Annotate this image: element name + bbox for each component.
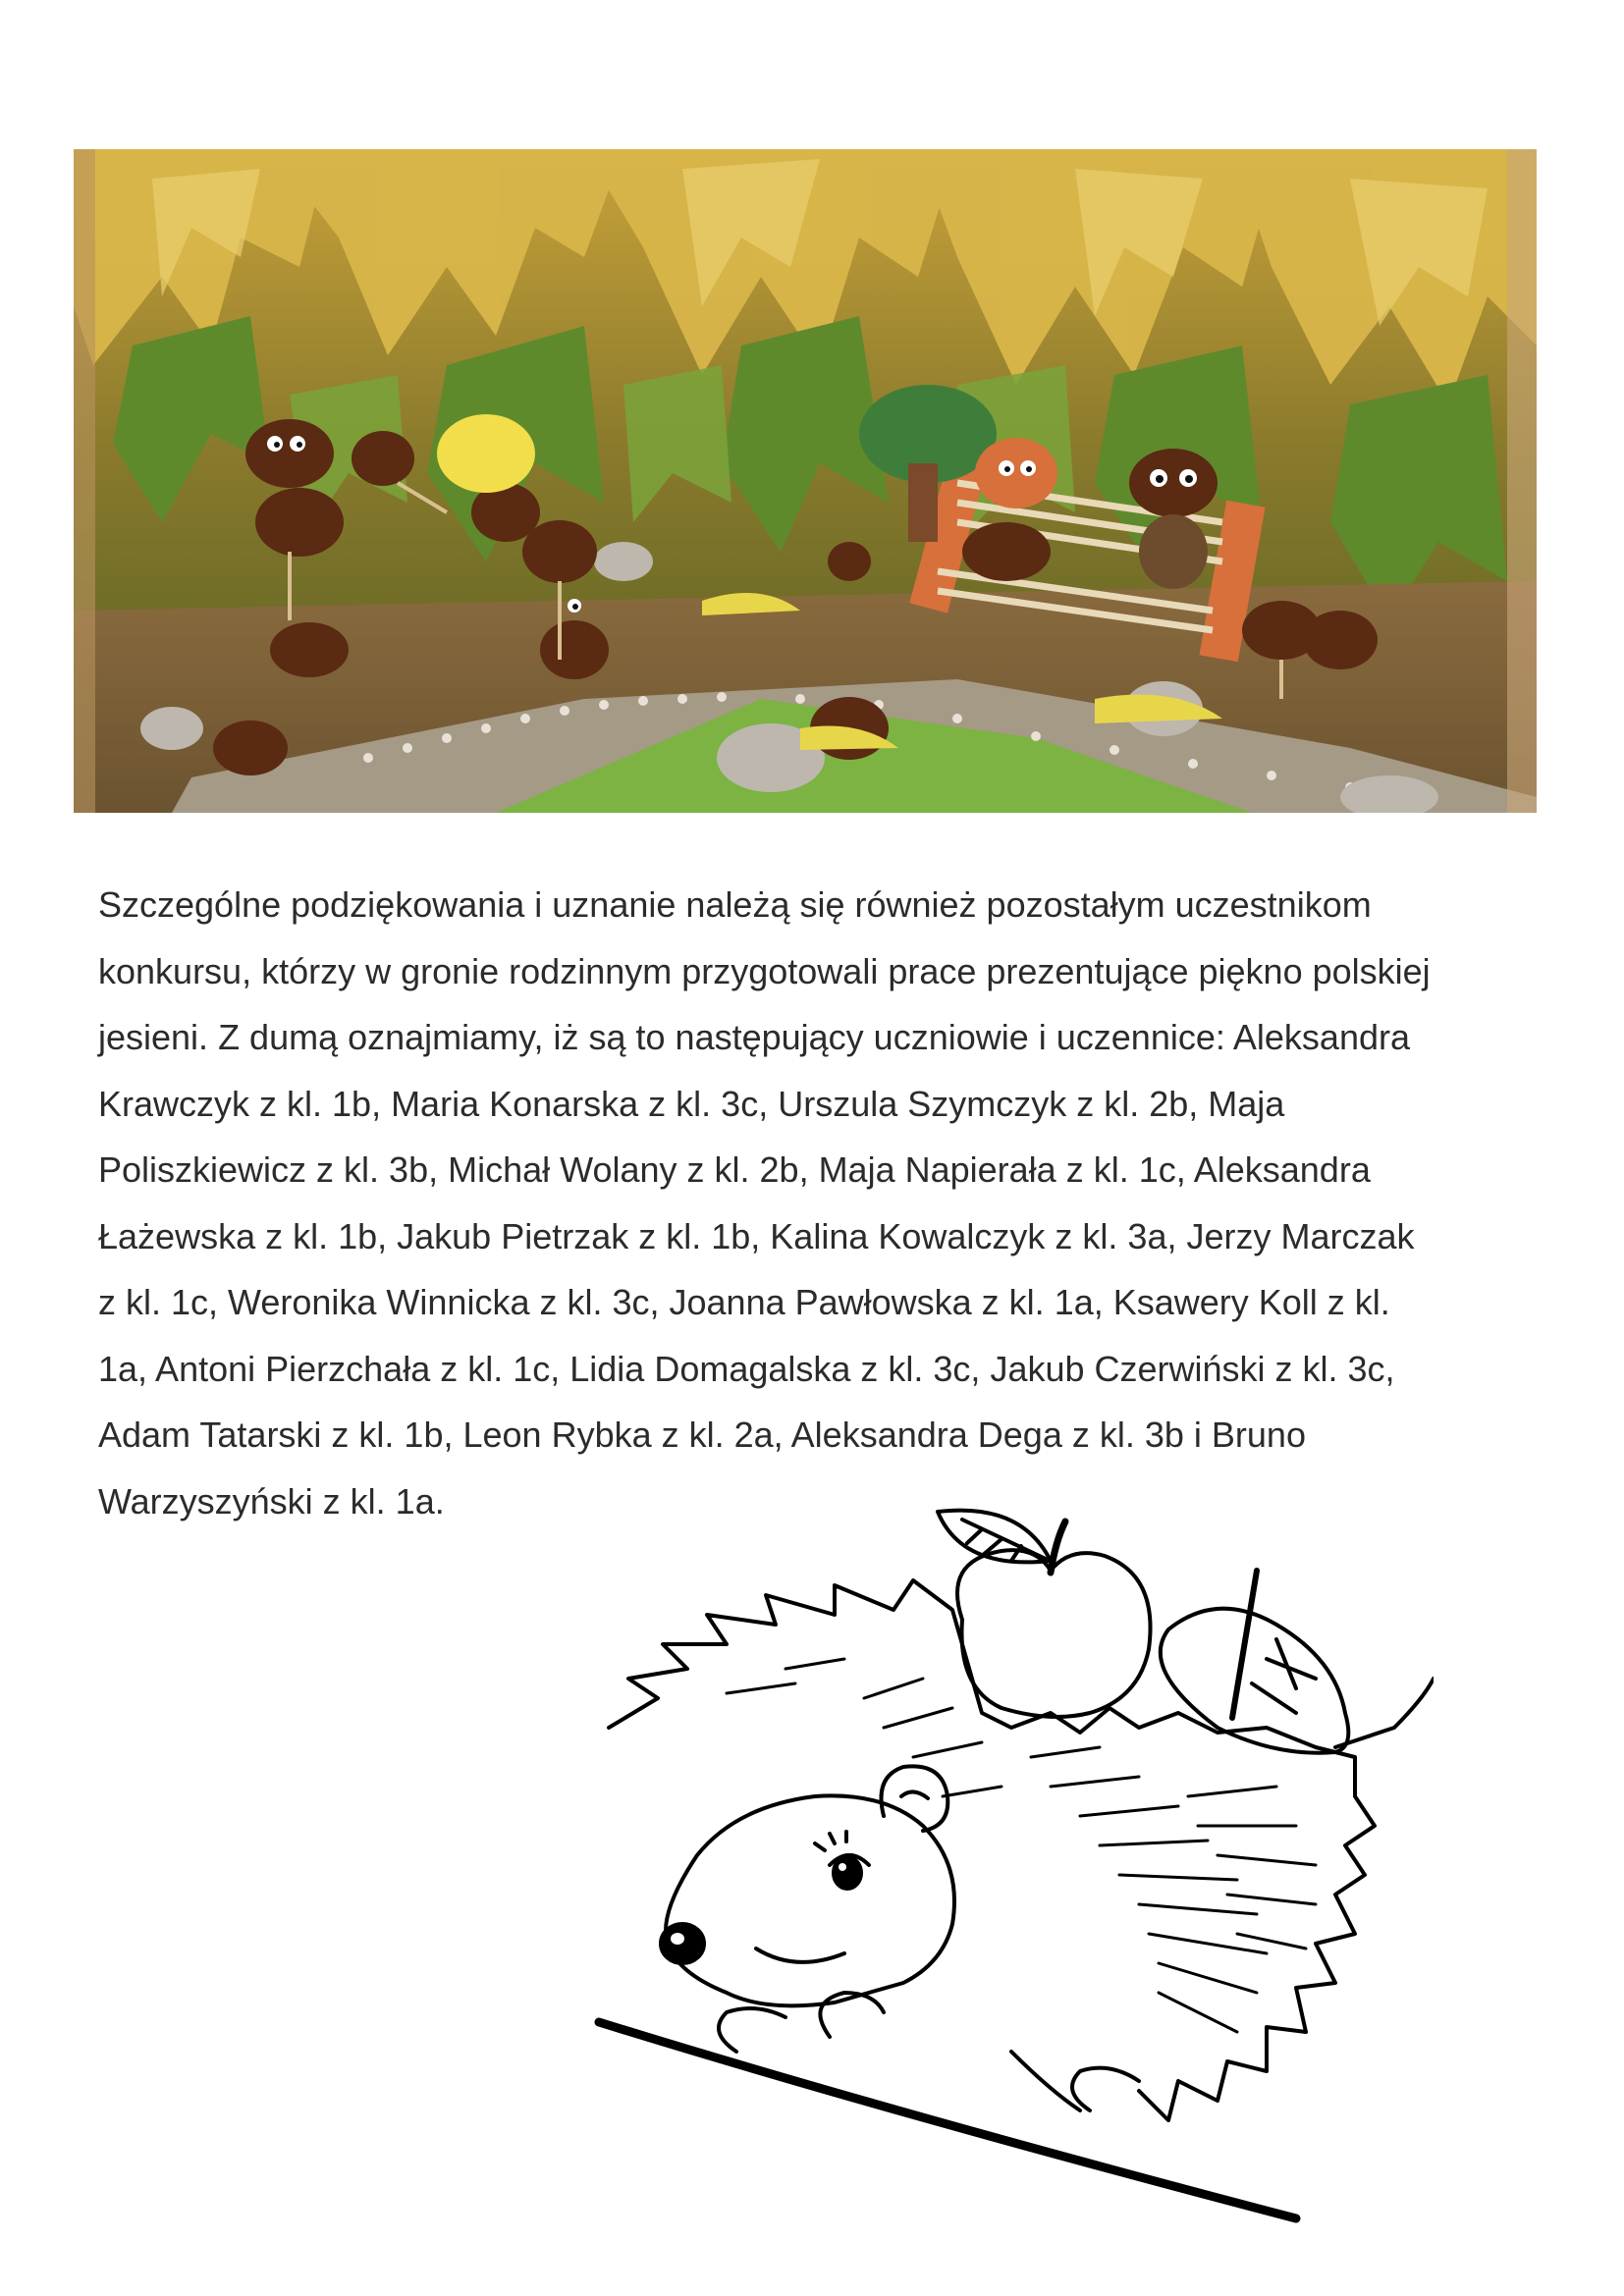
participants-paragraph: [98, 872, 1561, 1534]
diorama-image: [74, 149, 1537, 813]
paragraph-line: Łażewska z kl. 1b, Jakub Pietrzak z kl. 1b, Kalina Kowalczyk z kl. 3a, Jerzy Marczak: [98, 1215, 1415, 1256]
paragraph-line: Adam Tatarski z kl. 1b, Leon Rybka z kl. 2a, Aleksandra Dega z kl. 3b i Bruno: [98, 1415, 1306, 1455]
paragraph-line: Krawczyk z kl. 1b, Maria Konarska z kl. 3c, Urszula Szymczyk z kl. 2b, Maja: [98, 1083, 1285, 1124]
paragraph-line: z kl. 1c, Weronika Winnicka z kl. 3c, Joanna Pawłowska z kl. 1a, Ksawery Koll z kl.: [98, 1282, 1390, 1322]
paragraph-line: Warzyszyński z kl. 1a.: [98, 1480, 445, 1522]
paragraph-line: Poliszkiewicz z kl. 3b, Michał Wolany z kl. 2b, Maja Napierała z kl. 1c, Aleksandra: [98, 1149, 1371, 1190]
paragraph-line: Szczególne podziękowania i uznanie należą się również pozostałym uczestnikom: [98, 884, 1372, 925]
diorama-photo: [74, 149, 1537, 813]
hedgehog-drawing: [589, 1502, 1434, 2228]
paragraph-line: 1a, Antoni Pierzchała z kl. 1c, Lidia Domagalska z kl. 3c, Jakub Czerwiński z kl. 3c,: [98, 1348, 1395, 1389]
paragraph-line: konkursu, którzy w gronie rodzinnym przygotowali prace prezentujące piękno polskiej: [98, 950, 1431, 991]
paragraph-line: jesieni. Z dumą oznajmiamy, iż są to następujący uczniowie i uczennice: Aleksandra: [98, 1017, 1410, 1057]
hedgehog-illustration: [589, 1502, 1434, 2228]
